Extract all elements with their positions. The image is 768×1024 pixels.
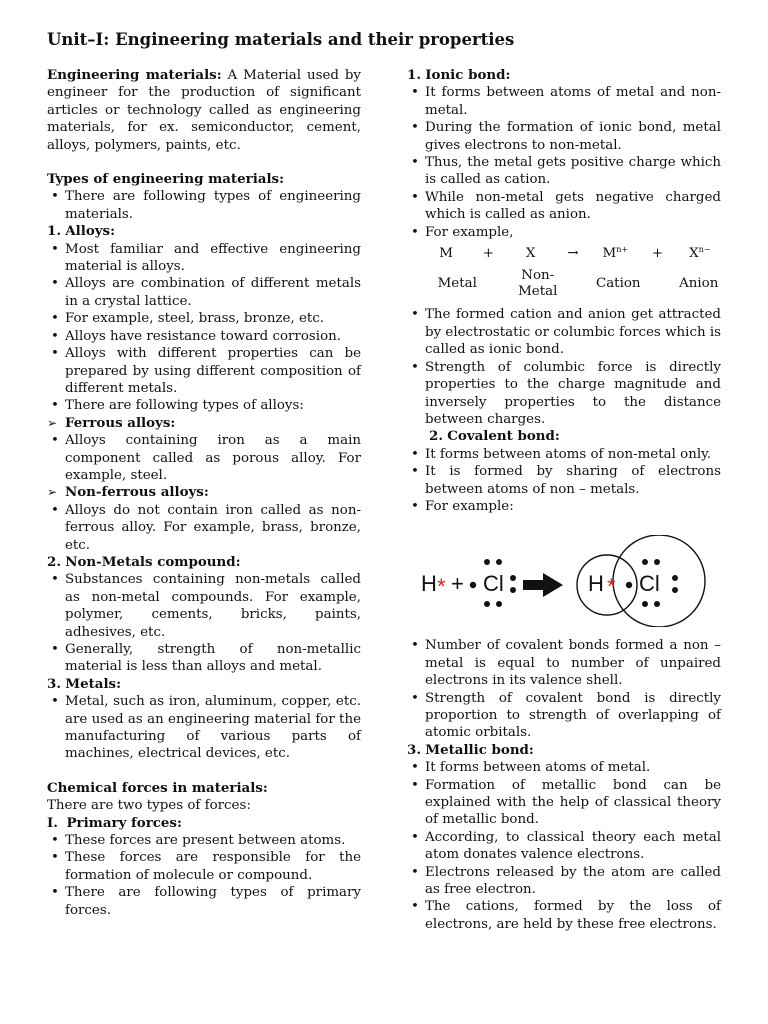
alloys-heading-text: Alloys: (65, 223, 116, 240)
list-item: • There are following types of engineering materials. (47, 188, 361, 223)
metallic-heading (407, 742, 721, 759)
nonmetals-heading (47, 554, 361, 571)
list-item: • It forms between atoms of metal and non-metal. (407, 84, 721, 119)
covalent-list (407, 446, 721, 516)
metals-heading (47, 676, 361, 693)
chem-heading-text: Chemical forces in materials: (47, 779, 268, 796)
electron-dot (642, 601, 648, 607)
cl-atom-label: Cl (483, 571, 504, 597)
cl-atom-label-bonded: Cl (639, 571, 660, 597)
nonmetals-heading-text: Non-Metals compound: (65, 553, 241, 570)
nonmetals-number: 2. (47, 553, 61, 570)
eq-label-anion: Anion (679, 276, 719, 292)
ionic-list (407, 84, 721, 241)
list-item: • The cations, formed by the loss of electrons, are held by these free electrons. (407, 898, 721, 933)
metallic-heading-text: Metallic bond: (425, 741, 534, 758)
eq-metal-symbol: M (439, 246, 453, 262)
eq-arrow: → (567, 246, 579, 262)
primary-number: I. (47, 814, 58, 831)
left-column (47, 67, 361, 919)
covalent-number: 2. (429, 428, 443, 445)
eq-anion-base: X (689, 246, 699, 262)
list-item: • Alloys are combination of different metals in a crystal lattice. (47, 275, 361, 310)
list-item: • It forms between atoms of metal. (407, 759, 721, 776)
eq-plus: + (651, 246, 664, 262)
electron-dot (654, 559, 660, 565)
list-item: • Strength of columbic force is directly properties to the charge magnitude and inversely properties to the distance between charges. (407, 359, 721, 429)
metals-number: 3. (47, 675, 61, 692)
covalent-heading (407, 428, 721, 445)
eq-label-nonmetal (498, 268, 579, 300)
electron-dot (470, 582, 476, 588)
primary-heading-text: Primary forces: (66, 814, 182, 831)
eq-label-nonmetal-line1: Non- (521, 268, 555, 284)
ferrous-list (47, 432, 361, 484)
eq-anion-charge: n− (698, 245, 711, 255)
types-list (47, 188, 361, 223)
ionic-list-2 (407, 306, 721, 428)
list-item: • Formation of metallic bond can be explained with the help of classical theory of metallic bond. (407, 777, 721, 829)
list-item: • There are following types of primary forces. (47, 884, 361, 919)
electron-dot (484, 559, 490, 565)
electron-dot (510, 575, 516, 581)
list-item: • Generally, strength of non-metallic material is less than alloys and metal. (47, 641, 361, 676)
eq-nonmetal-symbol: X (525, 246, 536, 262)
electron-dot (672, 587, 678, 593)
list-item: • Alloys containing iron as a main component called as porous alloy. For example, steel. (47, 432, 361, 484)
eq-label-nonmetal-line2: Metal (518, 284, 558, 300)
eq-cation-symbol (594, 245, 636, 262)
list-item: • These forces are responsible for the formation of molecule or compound. (47, 849, 361, 884)
ionic-heading (407, 67, 721, 84)
list-item: • It forms between atoms of non-metal only. (407, 446, 721, 463)
covalent-bond-diagram (413, 535, 723, 627)
list-item: • For example: (407, 498, 721, 515)
eq-cation-base: M (602, 246, 617, 262)
eq-plus: + (482, 246, 495, 262)
reaction-arrow-icon (523, 573, 563, 597)
metals-list (47, 693, 361, 763)
eq-label-metal: Metal (437, 276, 477, 292)
list-item: • The formed cation and anion get attracted by electrostatic or columbic forces which is called as ionic bond. (407, 306, 721, 358)
electron-dot (672, 575, 678, 581)
ionic-heading-text: Ionic bond: (425, 67, 511, 83)
list-item: • Most familiar and effective engineering material is alloys. (47, 241, 361, 276)
list-item: • Strength of covalent bond is directly proportion to strength of overlapping of atomic orbitals. (407, 690, 721, 742)
ionic-number: 1. (407, 67, 421, 83)
list-item: • Thus, the metal gets positive charge which is called as cation. (407, 154, 721, 189)
list-item: • Alloys with different properties can be prepared by using different composition of different metals. (47, 345, 361, 397)
chem-heading (47, 780, 361, 797)
eq-anion-symbol (679, 245, 721, 262)
ferrous-heading-text: Ferrous alloys: (65, 414, 176, 431)
list-item: • Alloys have resistance toward corrosion. (47, 328, 361, 345)
list-item: • During the formation of ionic bond, metal gives electrons to non-metal. (407, 119, 721, 154)
nonferrous-heading (47, 484, 361, 501)
alloys-heading (47, 223, 361, 240)
h-electron-star: * (437, 574, 446, 600)
list-item: • While non-metal gets negative charged which is called as anion. (407, 189, 721, 224)
alloys-list (47, 241, 361, 415)
electron-dot (484, 601, 490, 607)
list-item: • For example, (407, 224, 721, 241)
primary-heading (47, 815, 361, 832)
h-atom-label-bonded: H (588, 571, 604, 597)
types-heading (47, 171, 361, 188)
page-title: Unit–I: Engineering materials and their properties (47, 30, 515, 49)
electron-dot (496, 601, 502, 607)
electron-dot (496, 559, 502, 565)
h-atom-label: H (421, 571, 437, 597)
nonmetals-list (47, 571, 361, 675)
list-item: • Number of covalent bonds formed a non – metal is equal to number of unpaired electrons in its valence shell. (407, 637, 721, 689)
covalent-list-2 (407, 637, 721, 741)
electron-dot (654, 601, 660, 607)
list-item: • It is formed by sharing of electrons between atoms of non – metals. (407, 463, 721, 498)
intro-label: Engineering materials: (47, 67, 222, 83)
list-item: • There are following types of alloys: (47, 397, 361, 414)
list-item: • Metal, such as iron, aluminum, copper, etc. are used as an engineering material for the manufacturing of various parts of machines, electrical devices, etc. (47, 693, 361, 763)
list-item: • For example, steel, brass, bronze, etc. (47, 310, 361, 327)
arrowhead-icon: ➢ (47, 485, 58, 500)
electron-dot (510, 587, 516, 593)
electron-dot (642, 559, 648, 565)
metallic-list (407, 759, 721, 933)
metals-heading-text: Metals: (65, 675, 122, 692)
primary-list (47, 832, 361, 919)
list-item: • Alloys do not contain iron called as non-ferrous alloy. For example, brass, bronze, etc. (47, 502, 361, 554)
alloys-number: 1. (47, 223, 61, 240)
ferrous-heading (47, 415, 361, 432)
eq-cation-charge: n+ (616, 245, 629, 255)
arrowhead-icon: ➢ (47, 415, 58, 430)
list-item: • According, to classical theory each metal atom donates valence electrons. (407, 829, 721, 864)
plus-sign: + (451, 571, 464, 597)
metallic-number: 3. (407, 741, 421, 758)
ionic-equation-labels (417, 268, 739, 300)
intro-paragraph (47, 67, 361, 154)
h-electron-star-bonded: * (607, 574, 616, 600)
intro-text: A Material used by engineer for the production of significant articles or technology called as engineering materials, for ex. semiconductor, cement, alloys, polymers, paints, etc. (47, 68, 361, 153)
list-item: • These forces are present between atoms. (47, 832, 361, 849)
list-item: • Electrons released by the atom are called as free electron. (407, 864, 721, 899)
eq-label-cation: Cation (595, 276, 641, 292)
ionic-equation (425, 245, 721, 262)
list-item: • Substances containing non-metals called as non-metal compounds. For example, polymer, cements, bricks, paints, adhesives, etc. (47, 571, 361, 641)
nonferrous-heading-text: Non-ferrous alloys: (65, 484, 209, 501)
right-column (407, 67, 721, 933)
chem-text: There are two types of forces: (47, 798, 251, 814)
types-heading-text: Types of engineering materials: (47, 171, 285, 188)
covalent-heading-text: Covalent bond: (447, 428, 560, 445)
electron-dot (626, 582, 632, 588)
nonferrous-list (47, 502, 361, 554)
